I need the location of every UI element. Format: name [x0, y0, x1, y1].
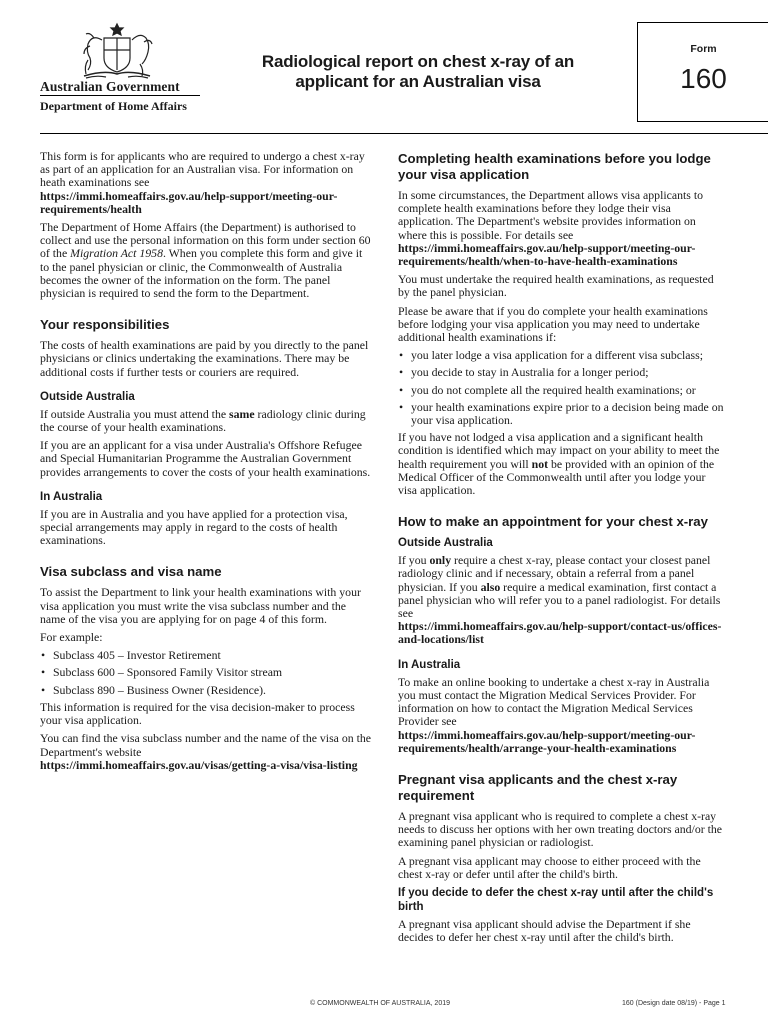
- form-label: Form: [690, 43, 717, 55]
- page-header: [0, 0, 768, 134]
- right-column: [398, 151, 726, 949]
- same-emphasis: same: [229, 406, 255, 421]
- left-column: [40, 150, 372, 777]
- humanitarian-paragraph: If you are an applicant for a visa under Australia's Offshore Refugee and Special Humanitarian Programme the Australian Government provides arrangements to cover the costs of your health examinations.: [40, 438, 371, 479]
- completing-paragraph: [398, 189, 726, 268]
- completing-heading: Completing health examinations before you lodge your visa application: [398, 151, 711, 182]
- same-clinic-text-cont: radiology clinic during the course of your health examinations.: [40, 406, 366, 435]
- privacy-paragraph: [40, 221, 372, 300]
- government-name: Australian Government: [40, 79, 180, 94]
- footer-copyright: © COMMONWEALTH OF AUSTRALIA, 2019: [310, 1000, 450, 1007]
- appointment-section: [398, 514, 726, 755]
- same-clinic-text: If outside Australia you must attend the: [40, 406, 230, 421]
- form-number-box: [637, 22, 768, 122]
- protection-visa-paragraph: If you are in Australia and you have applied for a protection visa, special arrangements may apply in regard to the costs of health examinations.: [40, 506, 348, 548]
- migration-act-name: Migration Act 1958: [70, 246, 163, 261]
- intro-section: [40, 150, 372, 300]
- additional-conditions-list: [398, 349, 726, 427]
- outside-appointment-text-cont: require a chest x-ray, please contact your closest panel radiology clinic and if necessary, obtain a referral from a panel physician. If you: [398, 553, 711, 594]
- pregnant-section: [398, 772, 726, 944]
- privacy-text-cont: . When you complete this form and give it to the panel physician or clinic, the Commonwealth of Australia becomes the owner of the information on the form. The panel physician is required to send the form to the Department.: [40, 246, 363, 301]
- list-item: • Subclass 890 – Business Owner (Residence).: [40, 684, 372, 697]
- visa-subclass-section: [40, 564, 372, 771]
- visa-listing-text: You can find the visa subclass number and the name of the visa on the Department's website: [40, 731, 372, 759]
- pregnant-choice-paragraph: A pregnant visa applicant may choose to either proceed with the chest x-ray or defer until after the child's birth.: [398, 853, 701, 881]
- pregnant-options-paragraph: A pregnant visa applicant who is required to complete a chest x-ray needs to discuss her options with her own treating doctors and/or the examining panel physician or radiologist.: [398, 808, 723, 850]
- defer-paragraph: A pregnant visa applicant should advise the Department if she decides to defer her chest x-ray until after the child's birth.: [398, 916, 691, 945]
- intro-paragraph: [40, 150, 372, 216]
- significant-condition-text: If you have not lodged a visa application and a significant health condition is identified which may impact on your ability to meet the health requirement you will: [398, 430, 720, 471]
- header-divider: [40, 133, 768, 134]
- completing-text: In some circumstances, the Department allows visa applicants to complete health examinations before they lodge their visa application. The Department's website provides information on where this is possible. For details see: [398, 188, 703, 242]
- government-name-divider: [40, 95, 200, 96]
- subclass-examples-list: [40, 649, 372, 697]
- outside-appointment-text-end: require a medical examination, first contact a panel physician who will refer you to a panel radiologist. For details see: [398, 579, 721, 621]
- health-requirements-link[interactable]: https://immi.homeaffairs.gov.au/help-support/meeting-our-requirements/health: [40, 188, 338, 216]
- responsibilities-heading: Your responsibilities: [40, 317, 170, 333]
- not-emphasis: not: [531, 456, 549, 471]
- list-item: • you later lodge a visa application for a different visa subclass;: [398, 349, 726, 362]
- appointment-heading: How to make an appointment for your chest x-ray: [398, 514, 708, 530]
- also-emphasis: also: [480, 579, 501, 594]
- department-name: Department of Home Affairs: [40, 99, 187, 113]
- costs-paragraph: The costs of health examinations are paid by you directly to the panel physicians or clinics undertaking the examinations. There may be additional costs if further tests or couriers are required.: [40, 338, 369, 379]
- pregnant-heading: Pregnant visa applicants and the chest x-ray requirement: [398, 771, 678, 803]
- visa-listing-link[interactable]: https://immi.homeaffairs.gov.au/visas/getting-a-visa/visa-listing: [40, 757, 358, 772]
- form-number: 160: [680, 63, 727, 94]
- arrange-examinations-link[interactable]: https://immi.homeaffairs.gov.au/help-support/meeting-our-requirements/health/arrange-your-health-examinations: [398, 727, 696, 755]
- visa-subclass-heading: Visa subclass and visa name: [40, 564, 222, 580]
- significant-condition-text-cont: be provided with an opinion of the Medical Officer of the Commonwealth until after you lodge your visa application.: [398, 456, 715, 498]
- visa-listing-paragraph: [40, 732, 372, 772]
- list-item: • you do not complete all the required health examinations; or: [398, 384, 726, 397]
- footer-page-info: 160 (Design date 08/19) - Page 1: [622, 1000, 726, 1007]
- only-emphasis: only: [429, 553, 452, 568]
- form-title: Radiological report on chest x-ray of an applicant for an Australian visa: [261, 52, 575, 91]
- required-examinations-paragraph: You must undertake the required health examinations, as requested by the panel physician.: [398, 272, 714, 300]
- appointment-outside-heading: Outside Australia: [398, 537, 493, 550]
- appointment-in-heading: In Australia: [398, 658, 461, 671]
- defer-heading: If you decide to defer the chest x-ray until after the child's birth: [398, 886, 714, 913]
- outside-appointment-paragraph: [398, 554, 726, 646]
- list-item: • your health examinations expire prior to a decision being made on your visa application.: [398, 401, 726, 427]
- same-clinic-paragraph: [40, 408, 372, 434]
- additional-examinations-paragraph: Please be aware that if you do complete your health examinations before lodging your visa application you may need to undertake additional health examinations if:: [398, 303, 708, 345]
- in-australia-heading: In Australia: [40, 490, 103, 503]
- when-to-have-examinations-link[interactable]: https://immi.homeaffairs.gov.au/help-support/meeting-our-requirements/health/when-to-have-health-examinations: [398, 240, 696, 269]
- significant-condition-paragraph: [398, 431, 726, 497]
- coat-of-arms-icon: [74, 20, 160, 82]
- outside-australia-heading: Outside Australia: [40, 390, 135, 403]
- in-appointment-text: To make an online booking to undertake a chest x-ray in Australia you must contact the Migration Medical Services Provider. For information on how to contact the Migration Medical Services Provider see: [398, 674, 710, 729]
- privacy-text: The Department of Home Affairs (the Department) is authorised to collect and use the personal information on this form under section 60 of the: [40, 220, 371, 261]
- list-item: • you decide to stay in Australia for a longer period;: [398, 366, 726, 379]
- decision-maker-paragraph: This information is required for the visa decision-maker to process your visa application.: [40, 699, 355, 728]
- intro-text: This form is for applicants who are required to undergo a chest x-ray as part of an application for an Australian visa. For information on heath examinations see: [40, 149, 365, 190]
- list-item: • Subclass 600 – Sponsored Family Visitor stream: [40, 666, 372, 679]
- link-application-paragraph: To assist the Department to link your health examinations with your visa application you must write the visa subclass number and the name of the visa you are applying for on page 4 of this form.: [40, 585, 361, 626]
- in-appointment-paragraph: [398, 676, 726, 755]
- outside-appointment-text: If you: [398, 553, 430, 568]
- completing-section: [398, 151, 726, 497]
- responsibilities-section: [40, 317, 372, 547]
- list-item: • Subclass 405 – Investor Retirement: [40, 649, 372, 662]
- for-example-text: For example:: [40, 630, 103, 645]
- offices-locations-link[interactable]: https://immi.homeaffairs.gov.au/help-support/contact-us/offices-and-locations/list: [398, 619, 722, 647]
